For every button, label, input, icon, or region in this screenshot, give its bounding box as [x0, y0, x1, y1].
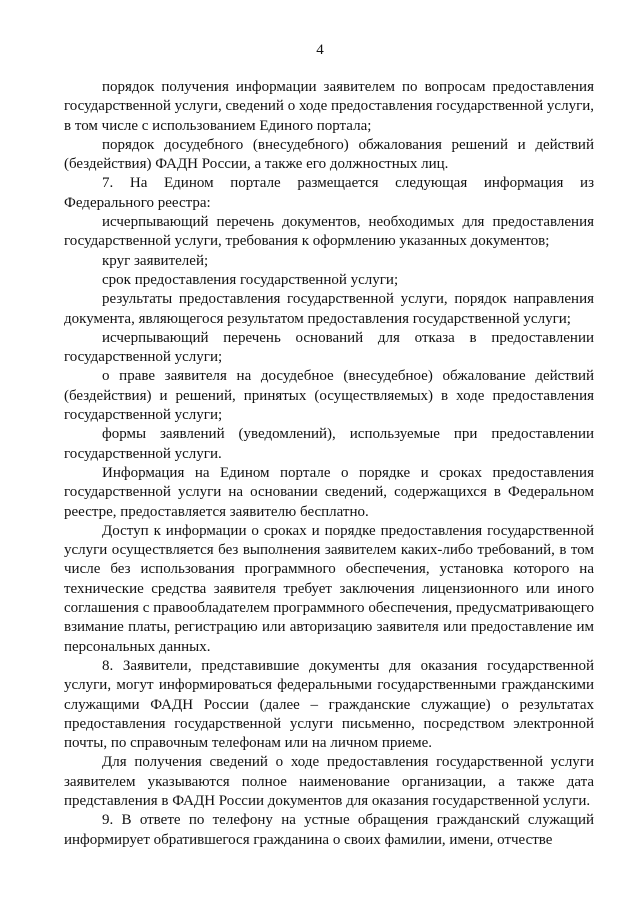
paragraph-info-order: порядок получения информации заявителем по вопросам предоставления государственной услуги, сведений о ходе предоставления государственной услуги, в том числе с использованием Единого портала; [64, 79, 595, 134]
paragraph-documents-list: исчерпывающий перечень документов, необходимых для предоставления государственной услуги, требования к оформлению указанных документов; [64, 214, 594, 250]
paragraph-progress-info: Для получения сведений о ходе предоставления государственной услуги заявителем указываются полное наименование организации, а также дата представления в ФАДН России документов для оказания государственной услуги. [64, 754, 594, 809]
document-body [64, 78, 594, 850]
paragraph-applicants: круг заявителей; [102, 252, 209, 269]
paragraph-service-term: срок предоставления государственной услуги; [102, 271, 399, 288]
paragraph-section-9: 9. В ответе по телефону на устные обращения гражданский служащий информирует обратившегося гражданина о своих фамилии, имени, отчестве [64, 812, 594, 848]
paragraph-forms: формы заявлений (уведомлений), используемые при предоставлении государственной услуги. [64, 426, 594, 462]
paragraph-free-info: Информация на Едином портале о порядке и сроках предоставления государственной услуги на основании сведений, содержащихся в Федеральном реестре, предоставляется заявителю бесплатно. [64, 464, 594, 520]
paragraph-service-results: результаты предоставления государственной услуги, порядок направления документа, являющегося результатом предоставления государственной услуги; [64, 291, 594, 327]
paragraph-appeal-order: порядок досудебного (внесудебного) обжалования решений и действий (бездействия) ФАДН России, а также его должностных лиц. [64, 136, 594, 173]
paragraph-refusal-grounds: исчерпывающий перечень оснований для отказа в предоставлении государственной услуги; [64, 329, 594, 366]
paragraph-section-8: 8. Заявители, представившие документы для оказания государственной услуги, могут информироваться федеральными государственными гражданскими служащими ФАДН России (далее – гражданские служащие) о результатах предоставления государственной услуги письменно, посредством электронной почты, по справочным телефонам или на личном приеме. [64, 657, 594, 752]
paragraph-section-7: 7. На Едином портале размещается следующая информация из Федерального реестра: [64, 175, 594, 211]
paragraph-access: Доступ к информации о сроках и порядке предоставления государственной услуги осуществляется без выполнения заявителем каких-либо требований, в том числе без использования программного обеспечения, установка которого на технические средства заявителя требует заключения лицензионного или иного соглашения с правообладателем программного обеспечения, предусматривающего взимание платы, регистрацию или авторизацию заявителя или предоставление им персональных данных. [64, 522, 594, 655]
paragraph-appeal-right: о праве заявителя на досудебное (внесудебное) обжалование действий (бездействия) и решений, принятых (осуществляемых) в ходе предоставления государственной услуги; [64, 368, 594, 424]
page-number: 4 [316, 42, 324, 58]
